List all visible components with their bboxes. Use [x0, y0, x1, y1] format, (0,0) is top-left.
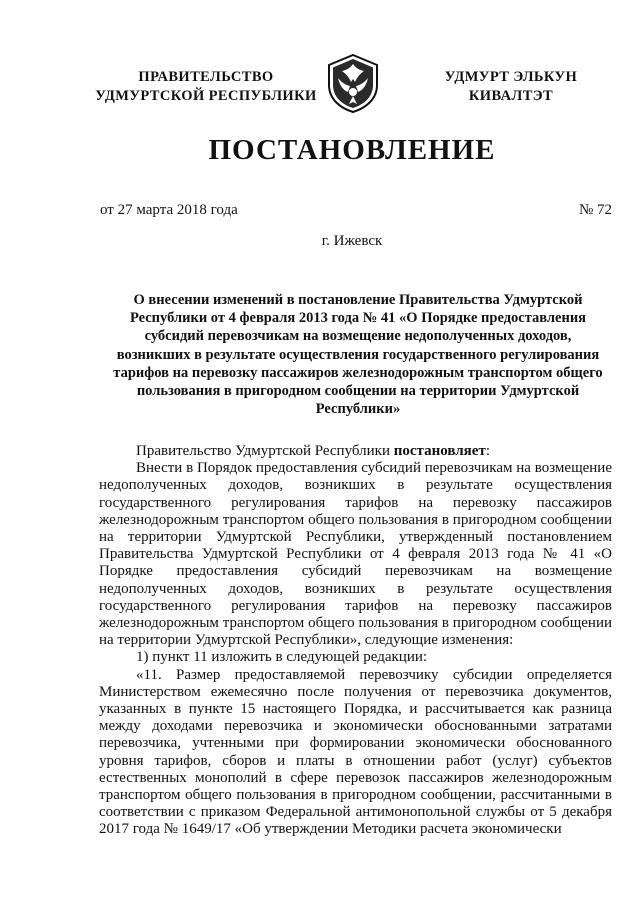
issuer-udmurt-line-2: КИВАЛТЭТ: [468, 88, 554, 104]
body-paragraph-2: Внести в Порядок предоставления субсидий перевозчикам на возмещение недополученных доходов, возникших в результате осуществления государственного регулирования тарифов на перевозку пассажиров железнодорожным транспортом общего пользования в пригородном сообщении на территории Удмуртской Республики, утвержденный постановлением Правительства Удмуртской Республики от 4 февраля 2013 года № 41 «О Порядке предоставления субсидий перевозчикам на возмещение недополученных доходов, возникших в результате осуществления государственного регулирования тарифов на перевозку пассажиров железнодорожным транспортом общего пользования в пригородном сообщении на территории Удмуртской Республики», следующие изменения:: [99, 460, 612, 649]
issuer-name-russian: [78, 68, 334, 106]
issuer-udmurt-line-1: УДМУРТ ЭЛЬКУН: [444, 69, 578, 85]
issuer-line-1: ПРАВИТЕЛЬСТВО: [138, 69, 274, 85]
body-p1-bold: постановляет: [393, 443, 486, 459]
document-title: ПОСТАНОВЛЕНИЕ: [208, 134, 496, 166]
body-p1-text: Правительство Удмуртской Республики: [136, 443, 394, 459]
document-city: г. Ижевск: [321, 233, 383, 249]
issuer-name-udmurt: [404, 68, 618, 106]
document-number: № 72: [578, 202, 612, 218]
issuer-line-2: УДМУРТСКОЙ РЕСПУБЛИКИ: [95, 88, 317, 104]
document-subject: О внесении изменений в постановление Правительства Удмуртской Республики от 4 февраля 2013 года № 41 «О Порядке предоставления субсидий перевозчикам на возмещение недополученных доходов, возникших в результате осуществления государственного регулирования тарифов на перевозку пассажиров железнодорожным транспортом общего пользования в пригородном сообщении на территории Удмуртской Республики»: [113, 292, 603, 418]
document-body: [99, 443, 612, 839]
document-date: от 27 марта 2018 года: [100, 202, 238, 218]
body-paragraph-3: 1) пункт 11 изложить в следующей редакции:: [136, 649, 428, 666]
body-p1-end: :: [485, 443, 490, 459]
body-paragraph-1: [99, 443, 612, 460]
coat-of-arms-icon: [322, 52, 384, 114]
body-paragraph-4: «11. Размер предоставляемой перевозчику субсидии определяется Министерством ежемесячно после получения от перевозчика документов, указанных в пункте 15 настоящего Порядка, и рассчитывается как разница между доходами перевозчика и экономически обоснованными затратами перевозчика, учтенными при формировании экономически обоснованного уровня тарифов, сборов и платы в отношении работ (услуг) субъектов естественных монополий в сфере перевозок пассажиров железнодорожным транспортом общего пользования в пригородном сообщении, рассчитанными в соответствии с приказом Федеральной антимонопольной службы от 5 декабря 2017 года № 1649/17 «Об утверждении Методики расчета экономически: [99, 666, 612, 838]
